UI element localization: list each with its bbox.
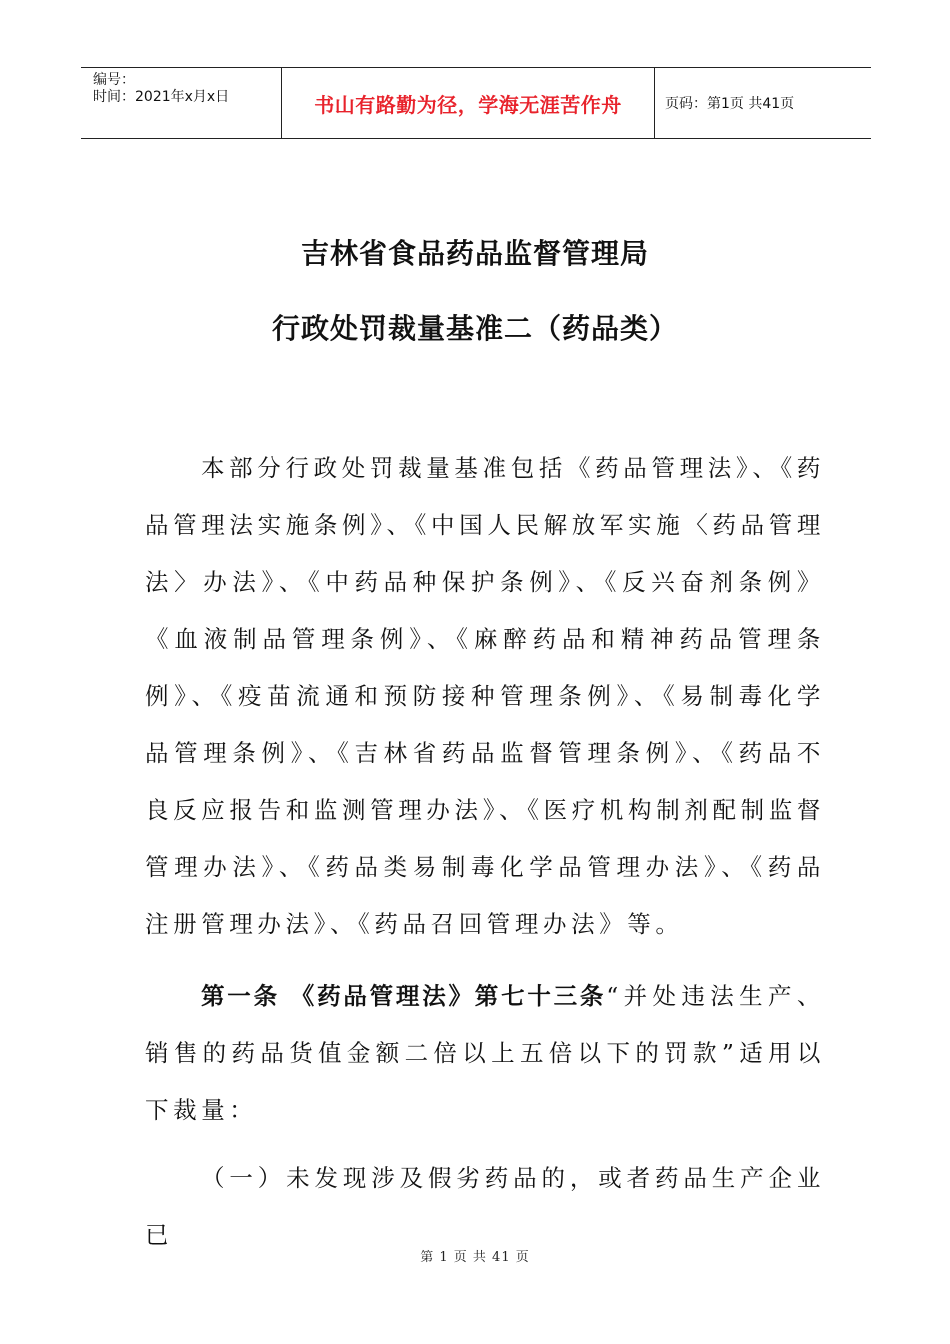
motto-text: 书山有路勤为径，学海无涯苦作舟 <box>314 92 622 117</box>
page-footer: 第 1 页 共 41 页 <box>420 1250 530 1265</box>
document-title-line2: 行政处罚裁量基准二（药品类） <box>271 312 678 345</box>
date-label: 时间：2021年x月x日 <box>93 89 230 105</box>
article-1-paragraph <box>145 968 825 1139</box>
motto-cell <box>282 68 655 138</box>
article-1-text: “并处违法生产、销售的药品货值金额二倍以上五倍以下的罚款”适用以下裁量： <box>145 982 825 1124</box>
header-table <box>81 67 871 139</box>
document-title-line1: 吉林省食品药品监督管理局 <box>300 237 649 270</box>
page-info-cell <box>655 68 871 138</box>
item-1-paragraph: （一）未发现涉及假劣药品的，或者药品生产企业已 <box>145 1164 825 1249</box>
header-meta-cell <box>81 68 282 138</box>
number-label: 编号： <box>93 72 135 88</box>
article-1-lead: 第一条 《药品管理法》第七十三条 <box>201 982 607 1010</box>
intro-paragraph: 本部分行政处罚裁量基准包括《药品管理法》、《药品管理法实施条例》、《中国人民解放军实施〈药品管理法〉办法》、《中药品种保护条例》、《反兴奋剂条例》《血液制品管理条例》、《麻醉药品和精神药品管理条例》、《疫苗流通和预防接种管理条例》、《易制毒化学品管理条例》、《吉林省药品监督管理条例》、《药品不良反应报告和监测管理办法》、《医疗机构制剂配制监督管理办法》、《药品类易制毒化学品管理办法》、《药品注册管理办法》、《药品召回管理办法》等。 <box>145 454 825 938</box>
page-info-text: 页码：第1页 共41页 <box>665 96 795 112</box>
